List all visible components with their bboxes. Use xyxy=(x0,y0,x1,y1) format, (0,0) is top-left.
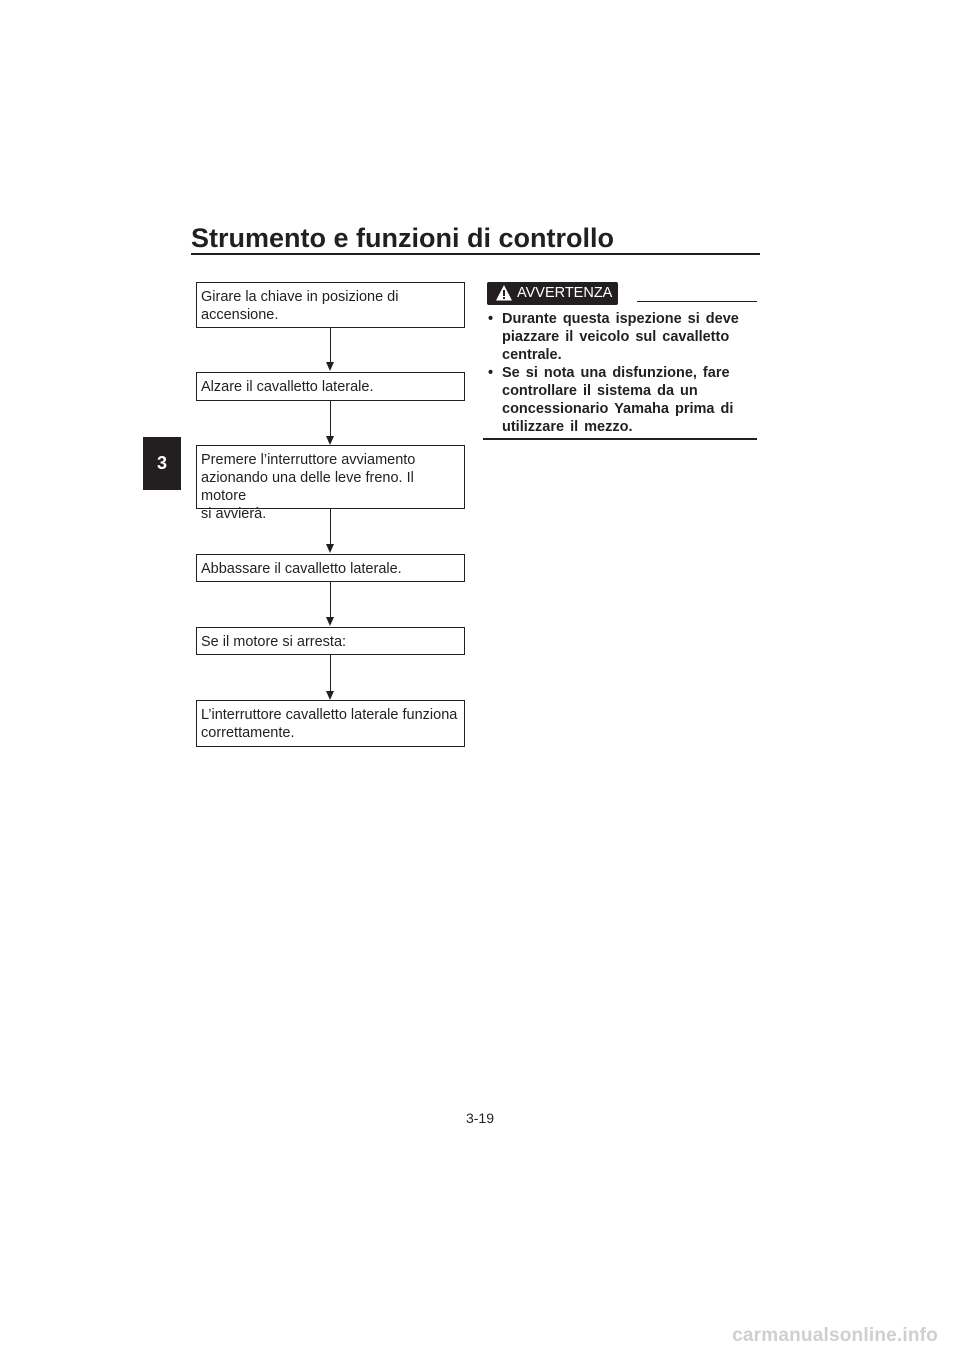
flow-step-3-line-3: si avvierà. xyxy=(201,506,267,522)
warning-list xyxy=(483,310,753,436)
chapter-tab: 3 xyxy=(143,437,181,490)
flow-step-3-line-2: azionando una delle leve freno. Il motore xyxy=(201,470,414,504)
flow-step-6 xyxy=(196,700,465,747)
arrow-down-icon xyxy=(326,691,334,700)
warning-header xyxy=(487,282,618,305)
flow-step-1-line-1: Girare la chiave in posizione di xyxy=(201,289,399,305)
flow-connector-4 xyxy=(330,582,331,617)
flow-step-4-line-1: Abbassare il cavalletto laterale. xyxy=(201,561,402,577)
flow-step-1-line-2: accensione. xyxy=(201,307,279,323)
arrow-down-icon xyxy=(326,436,334,445)
warning-badge xyxy=(487,282,618,305)
warning-triangle-icon xyxy=(495,284,513,302)
arrow-down-icon xyxy=(326,544,334,553)
warning-item-2: • Se si nota una disfunzione, fare controllare il sistema da un concessionario Yamaha prima di utilizzare il mezzo. xyxy=(483,364,753,436)
flow-step-4 xyxy=(196,554,465,582)
flow-step-6-line-1: L’interruttore cavalletto laterale funziona xyxy=(201,707,458,723)
flow-step-5-line-1: Se il motore si arresta: xyxy=(201,634,347,650)
flow-step-5 xyxy=(196,627,465,655)
title-underline xyxy=(191,253,760,255)
flow-connector-1 xyxy=(330,328,331,362)
warning-top-rule xyxy=(637,301,757,302)
page-number: 3-19 xyxy=(465,1110,495,1126)
flow-step-2-line-1: Alzare il cavalletto laterale. xyxy=(201,379,374,395)
warning-label-text: AVVERTENZA xyxy=(517,285,613,301)
flow-connector-5 xyxy=(330,655,331,691)
warning-item-1: • Durante questa ispezione si deve piazzare il veicolo sul cavalletto centrale. xyxy=(483,310,753,364)
watermark: carmanualsonline.info xyxy=(732,1325,938,1346)
flow-step-2 xyxy=(196,372,465,401)
flow-connector-3 xyxy=(330,509,331,544)
flow-step-3 xyxy=(196,445,465,522)
page-title: Strumento e funzioni di controllo xyxy=(191,223,614,253)
flow-connector-2 xyxy=(330,401,331,436)
arrow-down-icon xyxy=(326,617,334,626)
arrow-down-icon xyxy=(326,362,334,371)
warning-bottom-rule xyxy=(483,438,757,440)
flow-step-6-line-2: correttamente. xyxy=(201,725,295,741)
flow-step-3-line-1: Premere l’interruttore avviamento xyxy=(201,452,416,468)
flow-step-1 xyxy=(196,282,465,328)
